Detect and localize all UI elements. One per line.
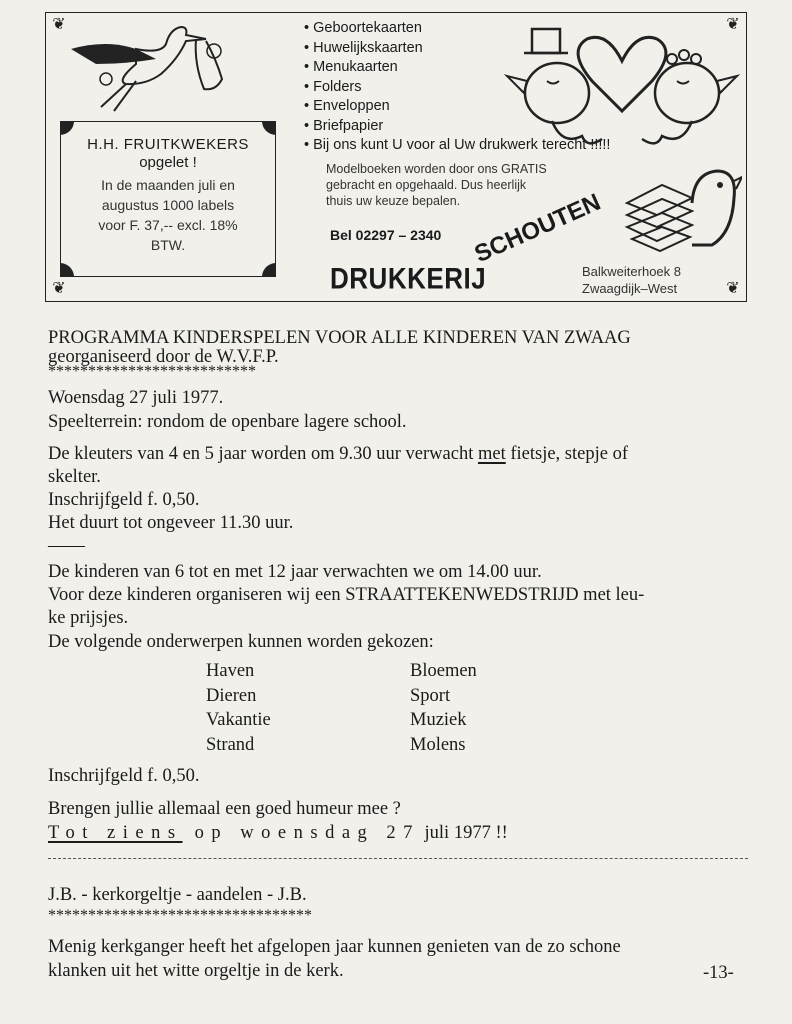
list-item: Bloemen bbox=[410, 661, 477, 681]
list-item: Molens bbox=[410, 734, 466, 755]
article-title: PROGRAMMA KINDERSPELEN VOOR ALLE KINDEREN VAN ZWAAG bbox=[48, 328, 631, 348]
corner-ornament-icon: ❦ bbox=[52, 280, 66, 297]
list-item: • Enveloppen bbox=[304, 97, 610, 117]
paragraph: skelter. bbox=[48, 467, 101, 487]
event-place: Speelterrein: rondom de openbare lagere school. bbox=[48, 412, 407, 432]
article-title: J.B. - kerkorgeltje - aandelen - J.B. bbox=[48, 885, 307, 905]
page-number: -13- bbox=[703, 963, 734, 983]
dashed-divider bbox=[48, 858, 748, 859]
company-name: DRUKKERIJ bbox=[330, 261, 487, 296]
paragraph: ke prijsjes. bbox=[48, 608, 129, 628]
list-item: • Bij ons kunt U voor al Uw drukwerk terecht !!!!! bbox=[304, 136, 610, 156]
subjects-right bbox=[410, 659, 477, 757]
list-item: Sport bbox=[410, 685, 451, 706]
paragraph: Menig kerkganger heeft het afgelopen jaar kunnen genieten van de zo schone bbox=[48, 937, 621, 957]
list-item: • Briefpapier bbox=[304, 117, 610, 137]
list-item: Strand bbox=[206, 734, 255, 755]
bird-with-papers-icon bbox=[622, 163, 742, 259]
advertisement bbox=[45, 12, 747, 302]
subjects-left bbox=[206, 659, 271, 757]
fee-text: Inschrijfgeld f. 0,50. bbox=[48, 490, 200, 510]
corner-ornament-icon: ❦ bbox=[726, 16, 740, 33]
company-name-arc: SCHOUTEN bbox=[470, 188, 605, 269]
list-item: Muziek bbox=[410, 710, 467, 730]
wedding-birds-icon bbox=[502, 21, 742, 151]
event-date: Woensdag 27 juli 1977. bbox=[48, 388, 224, 408]
list-item: • Geboortekaarten bbox=[304, 19, 610, 39]
stars-divider: ************************** bbox=[48, 363, 256, 380]
box-heading: H.H. FRUITKWEKERS bbox=[87, 136, 249, 153]
list-item: • Folders bbox=[304, 78, 610, 98]
stork-icon bbox=[66, 19, 226, 115]
list-item: Haven bbox=[206, 661, 255, 681]
separator: —— bbox=[48, 536, 85, 556]
box-text: In de maanden juli en augustus 1000 labels voor F. 37,-- excl. 18% BTW. bbox=[98, 177, 238, 253]
list-item: Vakantie bbox=[206, 710, 271, 730]
corner-ornament-icon: ❦ bbox=[726, 280, 740, 297]
paragraph: Brengen jullie allemaal een goed humeur mee ? bbox=[48, 799, 401, 819]
list-item: • Menukaarten bbox=[304, 58, 610, 78]
box-subheading: opgelet ! bbox=[139, 154, 197, 171]
duration-text: Het duurt tot ongeveer 11.30 uur. bbox=[48, 513, 294, 533]
stars-divider: ********************************* bbox=[48, 907, 312, 924]
list-item: • Huwelijkskaarten bbox=[304, 39, 610, 59]
paragraph: De volgende onderwerpen kunnen worden gekozen: bbox=[48, 632, 434, 652]
list-item: Dieren bbox=[206, 685, 257, 706]
paragraph: De kinderen van 6 tot en met 12 jaar verwachten we om 14.00 uur. bbox=[48, 562, 542, 582]
fee-text: Inschrijfgeld f. 0,50. bbox=[48, 766, 200, 786]
paragraph: De kleuters van 4 en 5 jaar worden om 9.30 uur verwacht met fietsje, stepje of bbox=[48, 444, 628, 464]
company-address: Balkweiterhoek 8 Zwaagdijk–West bbox=[582, 264, 681, 296]
fruitkwekers-box bbox=[60, 121, 276, 277]
phone-number: Bel 02297 – 2340 bbox=[330, 227, 442, 243]
article-subtitle: georganiseerd door de W.V.F.P. bbox=[48, 347, 279, 367]
paragraph: klanken uit het witte orgeltje in de kerk. bbox=[48, 961, 344, 981]
model-text: Modelboeken worden door ons GRATIS gebracht en opgehaald. Dus heerlijk thuis uw keuze bepalen. bbox=[326, 162, 547, 208]
paragraph: Voor deze kinderen organiseren wij een STRAATTEKENWEDSTRIJD met leu- bbox=[48, 585, 645, 605]
corner-ornament-icon: ❦ bbox=[52, 16, 66, 33]
closing-line: Tot ziens op woensdag 27 juli 1977 !! bbox=[48, 823, 508, 843]
